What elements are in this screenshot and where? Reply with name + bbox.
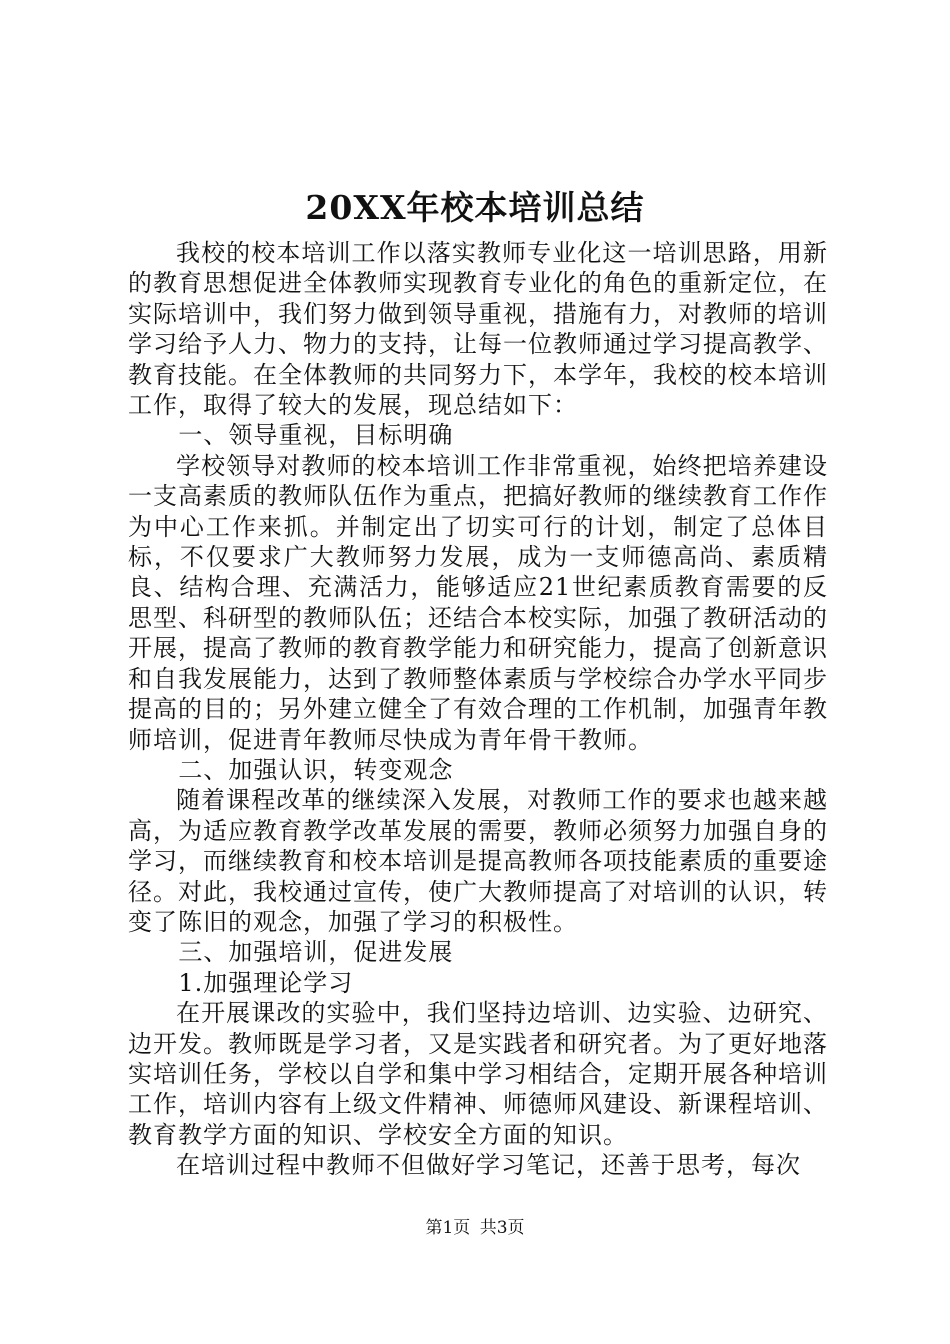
page-title: 20XX年校本培训总结 bbox=[305, 188, 645, 227]
document-body bbox=[128, 238, 828, 1181]
section-heading-1: 一、领导重视，目标明确 bbox=[178, 421, 454, 450]
paragraph-theory: 在开展课改的实验中，我们坚持边培训、边实验、边研究、边开发。教师既是学习者，又是实践者和研究者。为了更好地落实培训任务，学校以自学和集中学习相结合，定期开展各种培训工作，培训内容有上级文件精神、师德师风建设、新课程培训、教育教学方面的知识、学校安全方面的知识。 bbox=[128, 999, 828, 1149]
paragraph-awareness: 随着课程改革的继续深入发展，对教师工作的要求也越来越高，为适应教育教学改革发展的需要，教师必须努力加强自身的学习，而继续教育和校本培训是提高教师各项技能素质的重要途径。对此，我校通过宣传，使广大教师提高了对培训的认识，转变了陈旧的观念，加强了学习的积极性。 bbox=[128, 786, 828, 936]
section-heading-3: 三、加强培训，促进发展 bbox=[178, 938, 454, 967]
paragraph-leadership: 学校领导对教师的校本培训工作非常重视，始终把培养建设一支高素质的教师队伍作为重点，把搞好教师的继续教育工作作为中心工作来抓。并制定出了切实可行的计划，制定了总体目标，不仅要求广大教师努力发展，成为一支师德高尚、素质精良、结构合理、充满活力，能够适应21世纪素质教育需要的反思型、科研型的教师队伍；还结合本校实际，加强了教研活动的开展，提高了教师的教育教学能力和研究能力，提高了创新意识和自我发展能力，达到了教师整体素质与学校综合办学水平同步提高的目的；另外建立健全了有效合理的工作机制，加强青年教师培训，促进青年教师尽快成为青年骨干教师。 bbox=[128, 451, 828, 754]
page-footer bbox=[0, 1217, 950, 1239]
subsection-heading-1: 1.加强理论学习 bbox=[178, 968, 354, 997]
paragraph-intro: 我校的校本培训工作以落实教师专业化这一培训思路，用新的教育思想促进全体教师实现教育专业化的角色的重新定位，在实际培训中，我们努力做到领导重视，措施有力，对教师的培训学习给予人力、物力的支持，让每一位教师通过学习提高教学、教育技能。在全体教师的共同努力下，本学年，我校的校本培训工作，取得了较大的发展，现总结如下： bbox=[128, 239, 828, 420]
paragraph-process: 在培训过程中教师不但做好学习笔记，还善于思考，每次 bbox=[176, 1151, 801, 1180]
page-total: 共3页 bbox=[479, 1218, 525, 1238]
page-number: 第1页 bbox=[425, 1218, 471, 1238]
section-heading-2: 二、加强认识，转变观念 bbox=[178, 755, 454, 784]
